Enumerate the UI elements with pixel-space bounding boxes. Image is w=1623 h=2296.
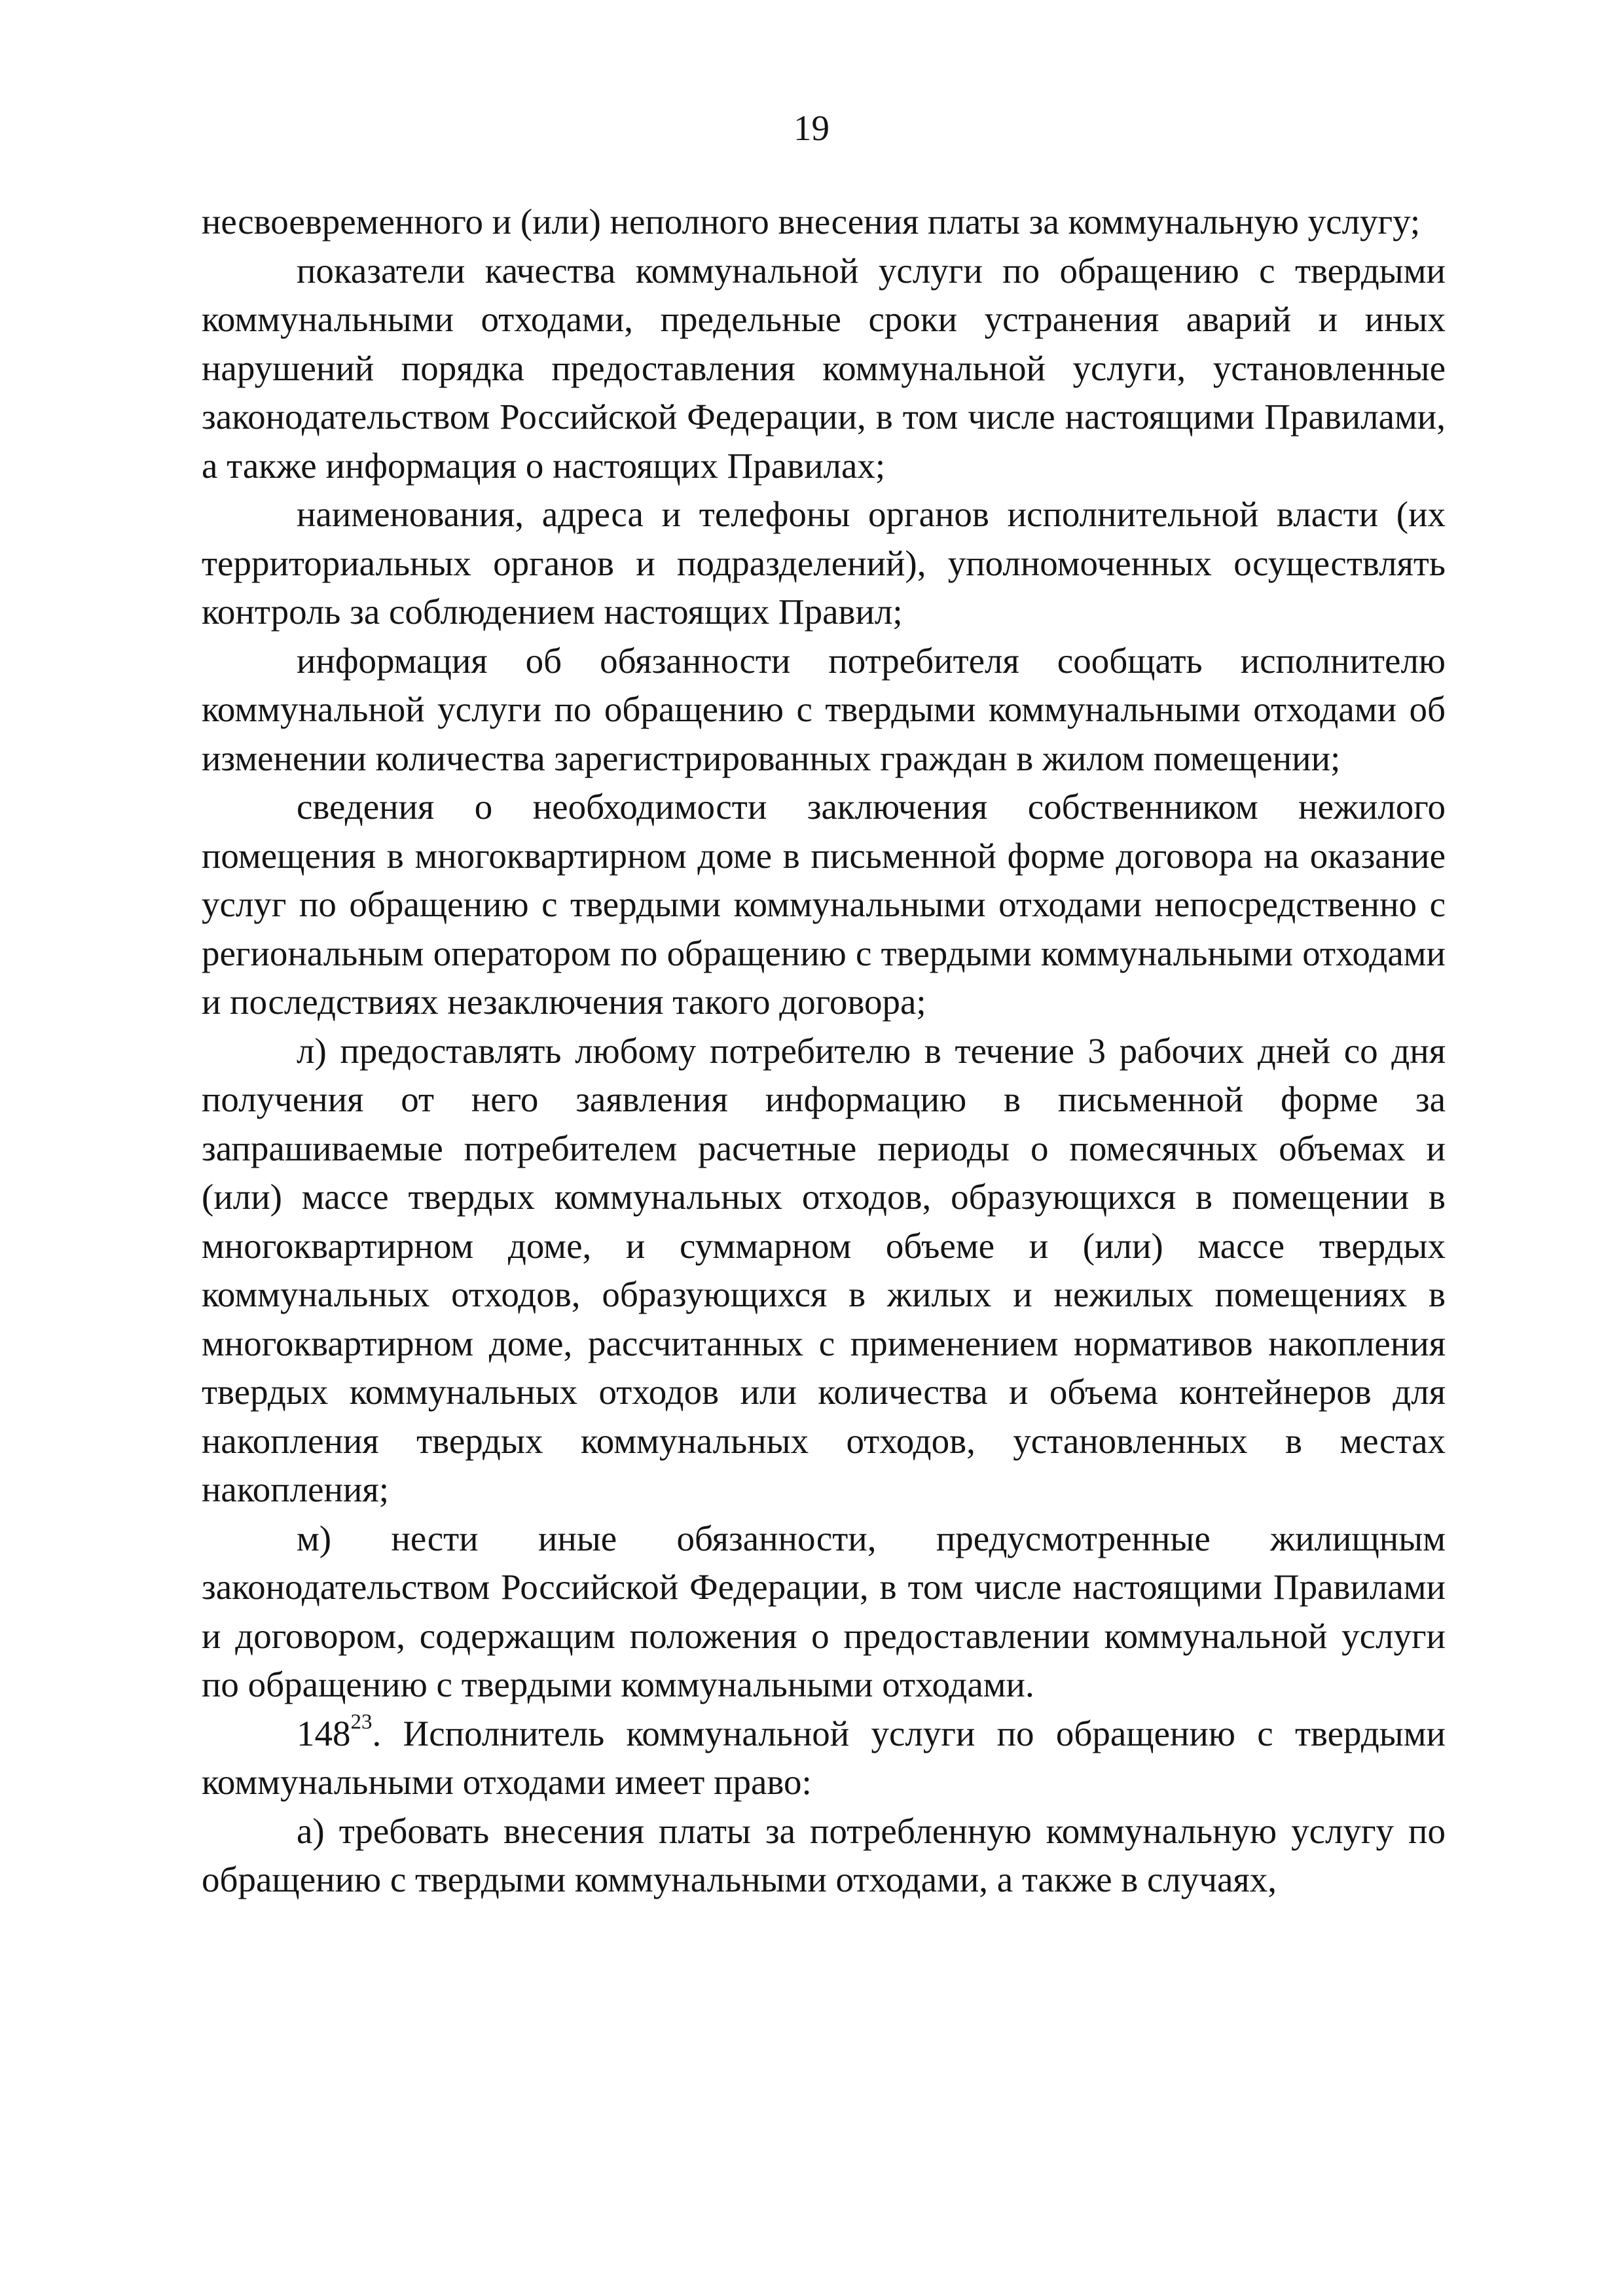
section-148-23-heading: [202, 1710, 1446, 1807]
paragraph-contract-necessity: сведения о необходимости заключения собственником нежилого помещения в многоквартирном доме в письменной форме договора на оказание услуг по обращению с твердыми коммунальными отходами непосредственно с региональным оператором по обращению с твердыми коммунальными отходами и последствиях незаключения такого договора;: [202, 787, 1446, 1022]
section-number: 148: [297, 1713, 351, 1753]
paragraph-consumer-obligation-info: информация об обязанности потребителя сообщать исполнителю коммунальной услуги по обращению с твердыми коммунальными отходами об изменении количества зарегистрированных граждан в жилом помещении;: [202, 640, 1446, 778]
paragraph-item-l: л) предоставлять любому потребителю в течение 3 рабочих дней со дня получения от него заявления информацию в письменной форме за запрашиваемые потребителем расчетные периоды о помесячных объемах и (или) массе твердых коммунальных отходов, образующихся в помещении в многоквартирном доме, и суммарном объеме и (или) массе твердых коммунальных отходов, образующихся в жилых и нежилых помещениях в многоквартирном доме, рассчитанных с применением нормативов накопления твердых коммунальных отходов или количества и объема контейнеров для накопления твердых коммунальных отходов, установленных в местах накопления;: [202, 1030, 1446, 1509]
section-text: . Исполнитель коммунальной услуги по обращению с твердыми коммунальными отходами имеет право:: [202, 1713, 1446, 1802]
paragraph-authorities-contacts: наименования, адреса и телефоны органов исполнительной власти (их территориальных органов и подразделений), уполномоченных осуществлять контроль за соблюдением настоящих Правил;: [202, 494, 1446, 632]
document-body: [202, 198, 1446, 1905]
paragraph-item-a: а) требовать внесения платы за потребленную коммунальную услугу по обращению с твердыми коммунальными отходами, а также в случаях,: [202, 1810, 1446, 1899]
paragraph-quality-indicators: показатели качества коммунальной услуги по обращению с твердыми коммунальными отходами, предельные сроки устранения аварий и иных нарушений порядка предоставления коммунальной услуги, установленные законодательством Российской Федерации, в том числе настоящими Правилами, а также информация о настоящих Правилах;: [202, 250, 1446, 486]
paragraph-item-m: м) нести иные обязанности, предусмотренные жилищным законодательством Российской Федерации, в том числе настоящими Правилами и договором, содержащим положения о предоставлении коммунальной услуги по обращению с твердыми коммунальными отходами.: [202, 1518, 1446, 1704]
section-superscript: 23: [350, 1710, 373, 1734]
page-number: 19: [793, 108, 830, 148]
paragraph-continuation: несвоевременного и (или) неполного внесения платы за коммунальную услугу;: [202, 202, 1421, 242]
